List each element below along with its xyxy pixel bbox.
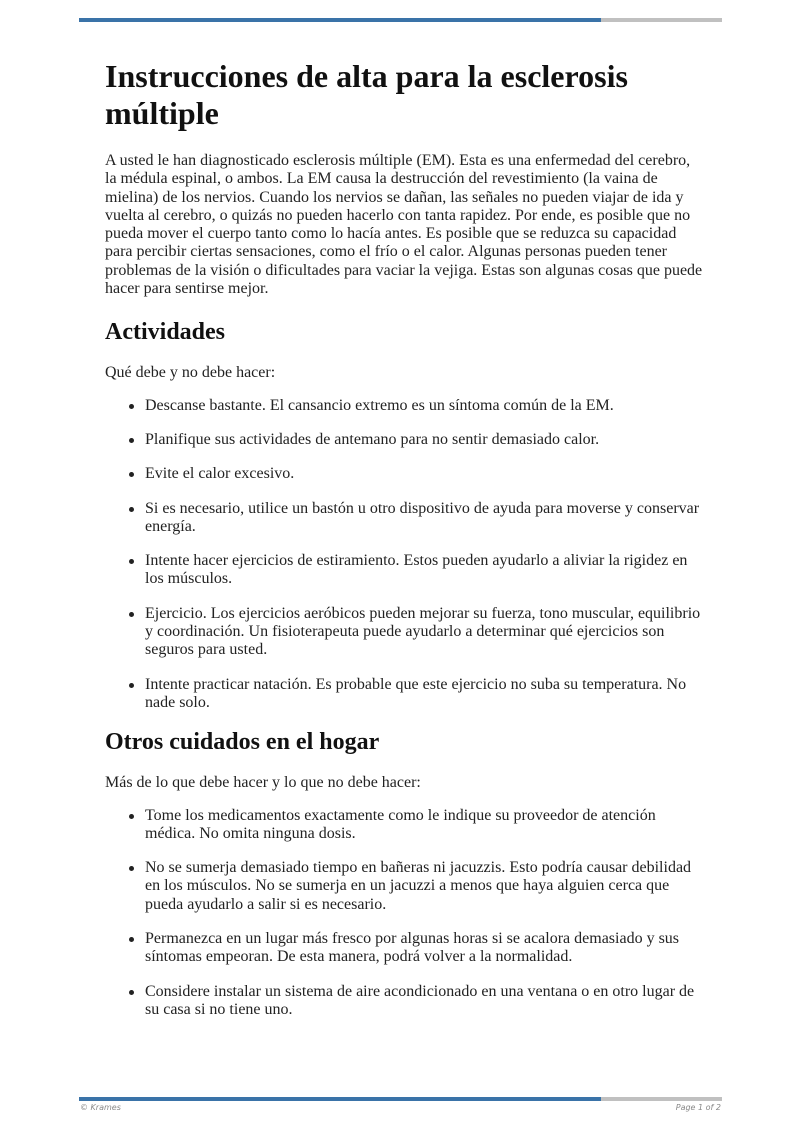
list-item-text: Considere instalar un sistema de aire acondicionado en una ventana o en otro lugar de su casa si no tiene uno. xyxy=(145,982,695,1018)
list-item xyxy=(129,465,705,483)
bullet-icon xyxy=(129,814,134,819)
footer-copyright: © Krames xyxy=(80,1103,121,1112)
section-lead: Más de lo que debe hacer y lo que no debe hacer: xyxy=(105,774,421,792)
footer-bar-accent xyxy=(79,1097,601,1101)
list-item xyxy=(129,397,705,415)
bullet-icon xyxy=(129,507,134,512)
bullet-icon xyxy=(129,404,134,409)
list-item-text: Evite el calor excesivo. xyxy=(145,465,295,483)
section-lead: Qué debe y no debe hacer: xyxy=(105,364,276,382)
list-item xyxy=(129,859,705,914)
bullet-icon xyxy=(129,866,134,871)
page-title: Instrucciones de alta para la esclerosis múltiple xyxy=(105,58,628,131)
bullet-icon xyxy=(129,937,134,942)
list-item-text: Si es necesario, utilice un bastón u otro dispositivo de ayuda para moverse y conservar energía. xyxy=(145,499,700,535)
document-body xyxy=(105,58,705,1035)
intro-paragraph: A usted le han diagnosticado esclerosis múltiple (EM). Esta es una enfermedad del cerebro, la médula espinal, o ambos. La EM causa la destrucción del revestimiento (la vaina de mielina) de los nervios. Cuando los nervios se dañan, las señales no pueden viajar de ida y vuelta al cerebro, o quizás no pueden hacerlo con tanta rapidez. Por ende, es posible que no pueda mover el cuerpo tanto como lo hacía antes. Es posible que se reduzca su capacidad para percibir ciertas sensaciones, como el frío o el calor. Algunas personas pueden tener problemas de la visión o dificultades para vaciar la vejiga. Estas son algunas cosas que puede hacer para sentirse mejor. xyxy=(105,152,703,298)
section-actividades xyxy=(105,318,705,712)
list-item-text: Tome los medicamentos exactamente como le indique su proveedor de atención médica. No omita ninguna dosis. xyxy=(145,806,656,842)
bullet-icon xyxy=(129,438,134,443)
section-otros-cuidados xyxy=(105,728,705,1019)
section-heading: Actividades xyxy=(105,319,225,346)
list-item xyxy=(129,930,705,967)
header-bar-accent xyxy=(79,18,601,22)
section-heading: Otros cuidados en el hogar xyxy=(105,729,380,756)
list-item xyxy=(129,500,705,537)
footer-divider-bar xyxy=(79,1097,722,1101)
bullet-icon xyxy=(129,990,134,995)
bullet-list xyxy=(105,807,705,1020)
list-item-text: Permanezca en un lugar más fresco por algunas horas si se acalora demasiado y sus síntomas empeoran. De esta manera, podrá volver a la normalidad. xyxy=(145,930,680,966)
list-item-text: Descanse bastante. El cansancio extremo es un síntoma común de la EM. xyxy=(145,396,614,414)
bullet-icon xyxy=(129,683,134,688)
footer-page-number: Page 1 of 2 xyxy=(675,1103,721,1112)
footer-bar-track xyxy=(601,1097,722,1101)
list-item xyxy=(129,807,705,844)
list-item xyxy=(129,431,705,449)
list-item-text: Ejercicio. Los ejercicios aeróbicos pueden mejorar su fuerza, tono muscular, equilibrio y coordinación. Un fisioterapeuta puede ayudarlo a determinar qué ejercicios son seguros para usted. xyxy=(145,604,701,659)
header-bar-track xyxy=(601,18,722,22)
list-item-text: No se sumerja demasiado tiempo en bañeras ni jacuzzis. Esto podría causar debilidad en los músculos. No se sumerja en un jacuzzi a menos que haya alguien cerca que pueda ayudarlo a salir si es necesario. xyxy=(145,859,692,913)
list-item-text: Intente hacer ejercicios de estiramiento. Estos pueden ayudarlo a aliviar la rigidez en los músculos. xyxy=(145,552,688,588)
list-item xyxy=(129,676,705,713)
list-item xyxy=(129,983,705,1020)
list-item xyxy=(129,552,705,589)
header-divider-bar xyxy=(79,18,722,22)
bullet-icon xyxy=(129,612,134,617)
list-item-text: Planifique sus actividades de antemano para no sentir demasiado calor. xyxy=(145,430,600,448)
bullet-icon xyxy=(129,559,134,564)
bullet-list xyxy=(105,397,705,713)
list-item xyxy=(129,605,705,660)
bullet-icon xyxy=(129,472,134,477)
list-item-text: Intente practicar natación. Es probable que este ejercicio no suba su temperatura. No nade solo. xyxy=(145,675,687,711)
